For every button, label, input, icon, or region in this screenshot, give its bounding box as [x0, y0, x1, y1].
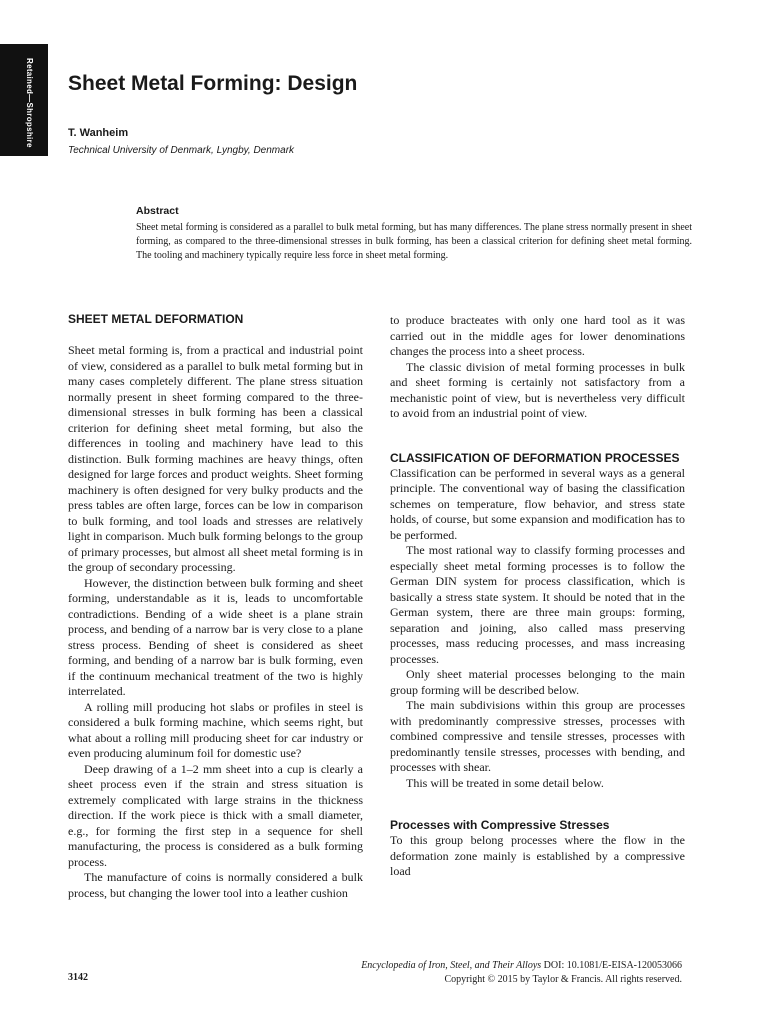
- left-column: [68, 311, 363, 901]
- paragraph: Only sheet material processes belonging to the main group forming will be described below.: [390, 667, 685, 697]
- paragraph: Classification can be performed in several ways as a general principle. The conventional way of basing the classification schemes on temperature, flow behavior, and stress state holds, of course, but some expansion and modification has to be performed.: [390, 465, 685, 542]
- abstract-heading: Abstract: [136, 205, 179, 217]
- page-number: 3142: [68, 972, 88, 983]
- paragraph: A rolling mill producing hot slabs or profiles in steel is considered a bulk forming machine, which seems right, but what about a rolling mill producing sheet for car industry or even producing aluminum foil for domestic use?: [68, 699, 363, 760]
- right-column: [390, 313, 685, 880]
- paragraph: The classic division of metal forming processes in bulk and sheet forming is certainly not satisfactory from a mechanistic point of view, but is nevertheless very difficult to avoid from an industrial point of view.: [390, 359, 685, 420]
- side-tab: [0, 44, 48, 156]
- paragraph: Sheet metal forming is, from a practical and industrial point of view, considered as a parallel to bulk metal forming but in many cases completely different. The plane stress situation normally present in sheet forming compared to the three-dimensional stresses in bulk forming has been a classical criterion for defining sheet metal forming, but also the differences in tooling and machinery have lead to this distinction. Bulk forming machines are heavy things, often designed for large forces and product weights. Sheet forming machinery is often designed for very bulky products and the press tables are often large, forces can be low in comparison to bulk forming, and tool loads and stresses are relatively light in comparison. Much bulk forming belongs to the group of primary processes, but almost all sheet metal forming is in the group of secondary processing.: [68, 343, 363, 574]
- author-affiliation: Technical University of Denmark, Lyngby, Denmark: [68, 145, 295, 156]
- journal-name: Encyclopedia of Iron, Steel, and Their Alloys: [361, 960, 542, 971]
- paragraph: This will be treated in some detail below.: [406, 775, 604, 790]
- side-tab-label: Retained—Shropshire: [25, 58, 34, 148]
- section-heading-classification: CLASSIFICATION OF DEFORMATION PROCESSES: [390, 450, 680, 465]
- subsection-heading-compressive-stresses: Processes with Compressive Stresses: [390, 818, 610, 832]
- paragraph: However, the distinction between bulk forming and sheet forming, understandable as it is, leads to uncomfortable contradictions. Bending of a wide sheet is a plane strain process, and bending of a narrow bar is very close to a plane stress process. Bending of sheet is considered as sheet forming, and bending of a narrow bar is bulk forming, even if the continuum mechanical treatment of the two is highly interrelated.: [68, 575, 363, 698]
- copyright: Copyright © 2015 by Taylor & Francis. All rights reserved.: [444, 974, 682, 985]
- paragraph: The most rational way to classify forming processes and especially sheet metal forming processes is to follow the German DIN system for process classification, which is basically a stress state system. It should be noted that in the German system, there are three main groups: forming, separation and joining, also called mass preserving processes, mass reducing processes, and mass increasing processes.: [390, 543, 685, 666]
- author-name: T. Wanheim: [68, 127, 129, 139]
- footer-citation: [361, 959, 682, 987]
- paragraph: to produce bracteates with only one hard tool as it was carried out in the middle ages for lower denominations changes the process into a sheet process.: [390, 313, 685, 358]
- article-title: Sheet Metal Forming: Design: [68, 72, 358, 95]
- section-heading-sheet-metal-deformation: SHEET METAL DEFORMATION: [68, 312, 244, 326]
- paragraph: To this group belong processes where the flow in the deformation zone mainly is established by a compressive load: [390, 833, 685, 878]
- abstract-text: Sheet metal forming is considered as a parallel to bulk metal forming, but has many differences. The plane stress normally present in sheet forming, as compared to the three-dimensional stresses in bulk forming, has been a classical criterion for defining sheet metal forming. The tooling and machinery typically require less force in sheet metal forming.: [136, 222, 692, 261]
- paragraph: The main subdivisions within this group are processes with predominantly compressive stresses, processes with combined compressive and tensile stresses, processes with predominantly tensile stresses, processes with bending, and processes with shear.: [390, 698, 685, 774]
- paragraph: Deep drawing of a 1–2 mm sheet into a cup is clearly a sheet process even if the strain and stress situation is extremely complicated with large strains in the thickness direction. If the work piece is thick with a small diameter, e.g., for forming the first step in a sequence for shell manufacturing, the process is considered as a bulk forming process.: [68, 761, 363, 869]
- paragraph: The manufacture of coins is normally considered a bulk process, but changing the lower tool into a leather cushion: [68, 870, 363, 900]
- abstract-block: [136, 205, 692, 263]
- doi: DOI: 10.1081/E-EISA-120053066: [541, 960, 682, 971]
